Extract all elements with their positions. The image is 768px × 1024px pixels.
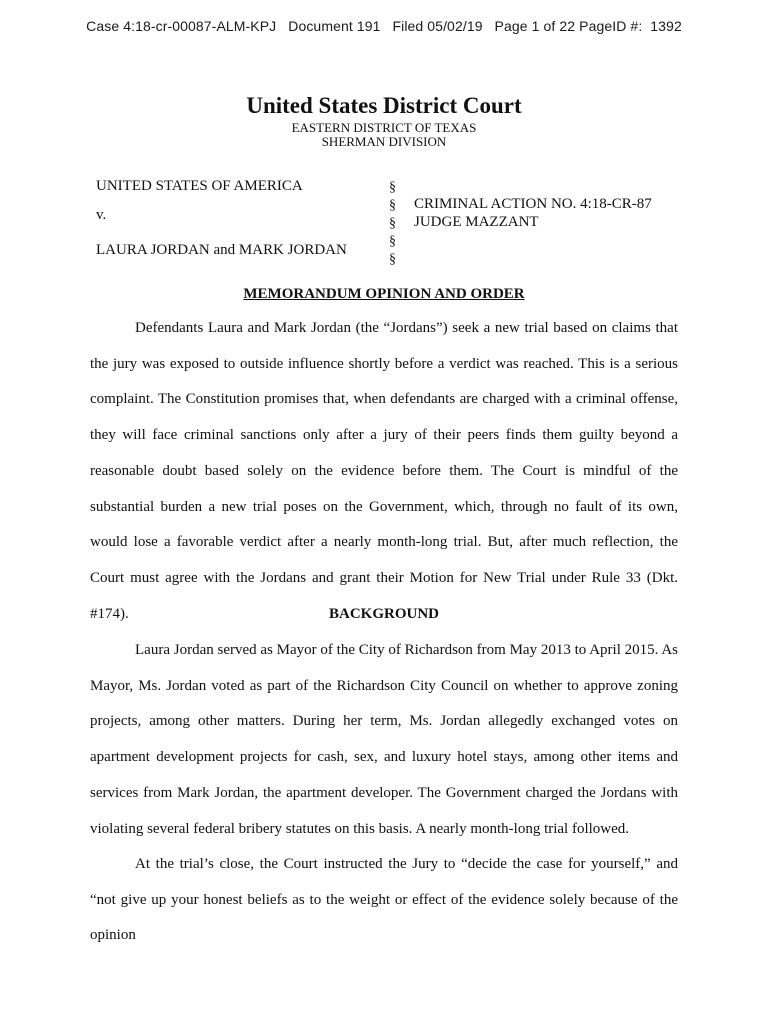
plaintiff-name: UNITED STATES OF AMERICA: [96, 178, 303, 194]
court-title: United States District Court: [246, 93, 522, 118]
section-symbol: §: [389, 180, 396, 195]
court-division: SHERMAN DIVISION: [321, 134, 447, 149]
section-symbol: §: [389, 198, 396, 213]
body-paragraph: Defendants Laura and Mark Jordan (the “Jordans”) seek a new trial based on claims that the jury was exposed to outside influence shortly before a verdict was reached. This is a serious complaint. The Constitution promises that, when defendants are charged with a criminal offense, they will face criminal sanctions only after a jury of their peers finds them guilty beyond a reasonable doubt based solely on the evidence before them. The Court is mindful of the substantial burden a new trial poses on the Government, which, through no fault of its own, would lose a favorable verdict after a nearly month-long trial. But, after much reflection, the Court must agree with the Jordans and grant their Motion for New Trial under Rule 33 (Dkt. #174).: [90, 320, 678, 622]
memorandum-heading: MEMORANDUM OPINION AND ORDER: [243, 286, 525, 302]
section-symbol: §: [389, 252, 396, 267]
versus-label: v.: [96, 207, 107, 223]
body-paragraph: Laura Jordan served as Mayor of the City of Richardson from May 2013 to April 2015. As Mayor, Ms. Jordan voted as part of the Richardson City Council on whether to approve zoning projects, among other matters. During her term, Ms. Jordan allegedly exchanged votes on apartment development projects for cash, sex, and luxury hotel stays, among other items and services from Mark Jordan, the apartment developer. The Government charged the Jordans with violating several federal bribery statutes on this basis. A nearly month-long trial followed.: [90, 642, 678, 837]
judge-name: JUDGE MAZZANT: [414, 214, 539, 230]
section-symbol: §: [389, 234, 396, 249]
background-heading: BACKGROUND: [328, 606, 439, 622]
criminal-action-number: CRIMINAL ACTION NO. 4:18-CR-87: [414, 196, 652, 212]
court-district: EASTERN DISTRICT OF TEXAS: [291, 120, 477, 135]
case-header: Case 4:18-cr-00087-ALM-KPJ Document 191 Filed 05/02/19 Page 1 of 22 PageID #: 1392: [86, 18, 682, 34]
body-paragraph: At the trial’s close, the Court instructed the Jury to “decide the case for yourself,” and “not give up your honest beliefs as to the weight or effect of the evidence solely because of the opinion: [90, 856, 678, 944]
defendants-name: LAURA JORDAN and MARK JORDAN: [96, 242, 347, 258]
section-symbol: §: [389, 216, 396, 231]
